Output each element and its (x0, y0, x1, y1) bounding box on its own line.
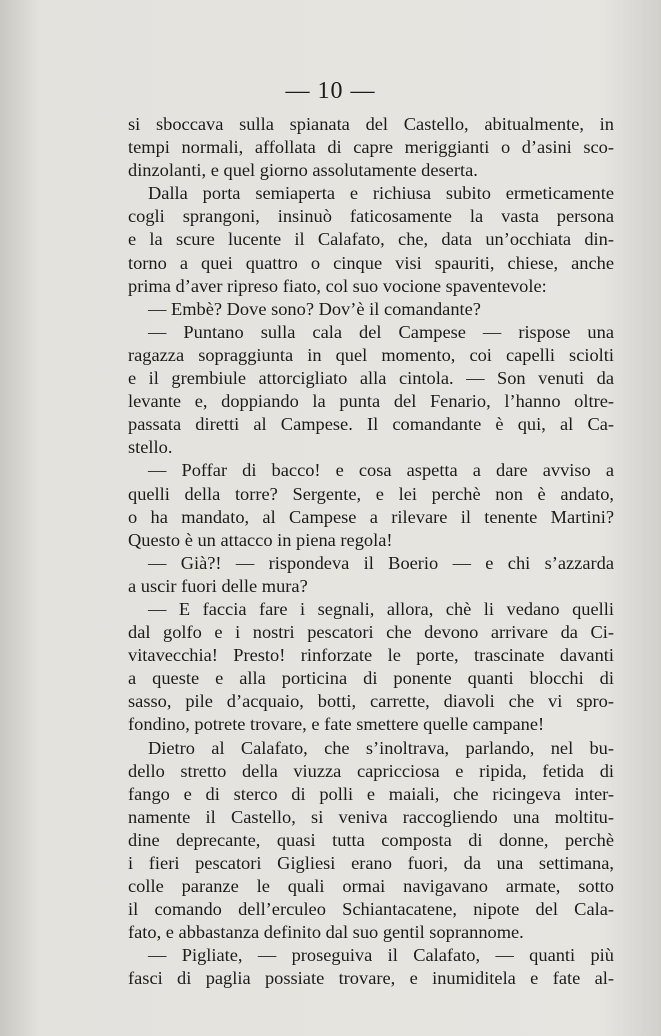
text-line: levante e, doppiando la punta del Fenario, l’hanno oltre- (128, 391, 614, 412)
text-line: passata diretti al Campese. Il comandante è qui, al Ca- (128, 414, 614, 435)
text-line: cogli sprangoni, insinuò faticosamente la vasta persona (128, 206, 614, 227)
text-line: torno a quei quattro o cinque visi spauriti, chiese, anche (128, 252, 614, 273)
text-line: Questo è un attacco in piena regola! (128, 529, 393, 550)
text-line: fato, e abbastanza definito dal suo gentil soprannome. (128, 922, 524, 943)
text-line: tempi normali, affollata di capre meriggianti o d’asini sco- (128, 137, 614, 158)
text-line: namente il Castello, si veniva raccogliendo una moltitu- (128, 806, 614, 827)
text-line: dello stretto della viuzza capricciosa e ripida, fetida di (128, 760, 614, 781)
text-line: — Poffar di bacco! e cosa aspetta a dare avviso a (148, 460, 614, 481)
text-line: fasci di paglia possiate trovare, e inumiditela e fate al- (128, 968, 614, 989)
text-line: — Embè? Dove sono? Dov’è il comandante? (148, 298, 481, 319)
text-line: sasso, pile d’acquaio, botti, carrette, diavoli che vi spro- (128, 691, 614, 712)
text-line: e il grembiule attorcigliato alla cintola. — Son venuti da (128, 368, 614, 389)
text-line: vitavecchia! Presto! rinforzate le porte, trascinate davanti (128, 645, 614, 666)
text-line: i fieri pescatori Gigliesi erano fuori, da una settimana, (128, 853, 614, 873)
body-text (128, 113, 614, 991)
text-line: a uscir fuori delle mura? (128, 575, 308, 596)
text-line: — E faccia fare i segnali, allora, chè li vedano quelli (148, 598, 614, 619)
text-line: fondino, potrete trovare, e fate smettere quelle campane! (128, 714, 545, 735)
text-line: — Già?! — rispondeva il Boerio — e chi s’azzarda (148, 552, 614, 573)
text-line: il comando dell’erculeo Schiantacatene, nipote del Cala- (128, 899, 614, 920)
text-line: ragazza sopraggiunta in quel momento, coi capelli sciolti (128, 344, 614, 365)
text-line: dal golfo e i nostri pescatori che devono arrivare da Ci- (128, 622, 614, 643)
text-line: dinzolanti, e quel giorno assolutamente deserta. (128, 160, 478, 181)
text-line: si sboccava sulla spianata del Castello, abitualmente, in (128, 114, 614, 134)
text-line: quelli della torre? Sergente, e lei perchè non è andato, (128, 483, 614, 504)
text-line: dine deprecante, quasi tutta composta di donne, perchè (128, 829, 614, 850)
text-line: stello. (128, 437, 173, 458)
page-number: — 10 — (285, 78, 376, 104)
text-line: — Puntano sulla cala del Campese — rispose una (148, 321, 614, 342)
text-line: e la scure lucente il Calafato, che, data un’occhiata din- (128, 229, 614, 250)
text-line: a queste e alla porticina di ponente quanti blocchi di (128, 668, 614, 689)
text-line: colle paranze le quali ormai navigavano armate, sotto (128, 876, 614, 897)
text-line: prima d’aver ripreso fiato, col suo vocione spaventevole: (128, 275, 547, 296)
text-line: fango e di sterco di polli e maiali, che ricingeva inter- (128, 783, 614, 804)
text-line: — Pigliate, — proseguiva il Calafato, — quanti più (148, 945, 614, 966)
text-line: Dietro al Calafato, che s’inoltrava, parlando, nel bu- (148, 737, 614, 758)
text-line: Dalla porta semiaperta e richiusa subito ermeticamente (148, 183, 614, 204)
text-line: o ha mandato, al Campese a rilevare il tenente Martini? (128, 506, 614, 527)
